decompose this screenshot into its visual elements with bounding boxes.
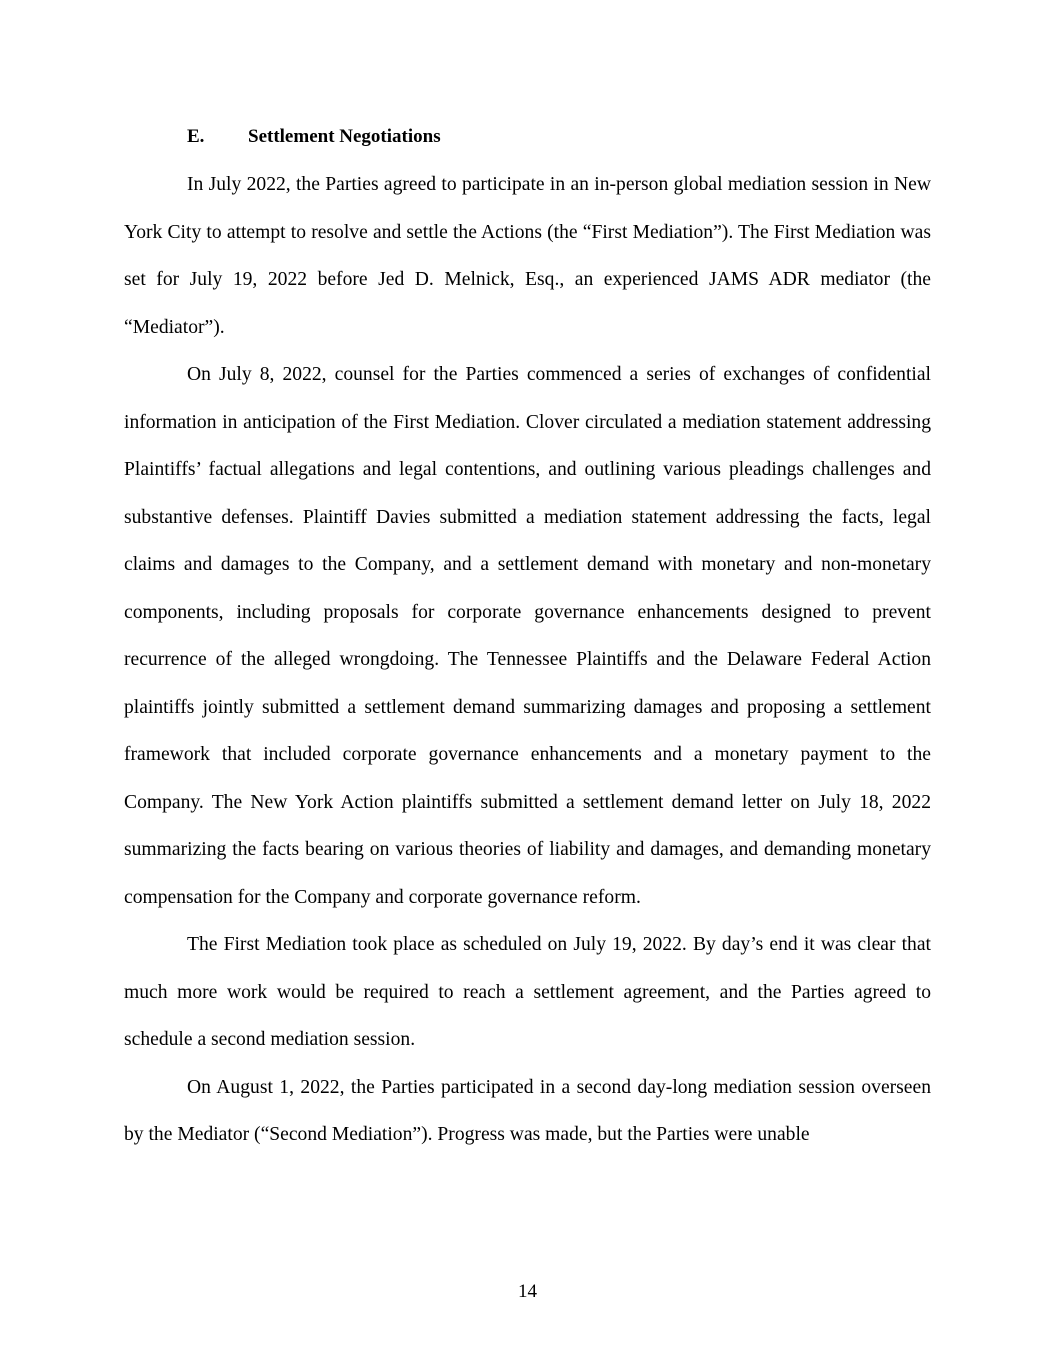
section-heading [187,124,441,150]
paragraph-first-mediation-outcome: The First Mediation took place as scheduled on July 19, 2022. By day’s end it was clear that much more work would be required to reach a settlement agreement, and the Parties agreed to schedule a second mediation session. [124,934,931,1050]
section-title: Settlement Negotiations [248,126,441,147]
paragraph-second-mediation: On August 1, 2022, the Parties participated in a second day-long mediation session overseen by the Mediator (“Second Mediation”). Progress was made, but the Parties were unable [124,1076,931,1145]
page-number: 14 [518,1281,537,1302]
section-number: E. [187,126,205,147]
paragraph-exchanges: On July 8, 2022, counsel for the Parties commenced a series of exchanges of confidential information in anticipation of the First Mediation. Clover circulated a mediation statement addressing Plaintiffs’ factual allegations and legal contentions, and outlining various pleadings challenges and substantive defenses. Plaintiff Davies submitted a mediation statement addressing the facts, legal claims and damages to the Company, and a settlement demand with monetary and non-monetary components, including proposals for corporate governance enhancements designed to prevent recurrence of the alleged wrongdoing. The Tennessee Plaintiffs and the Delaware Federal Action plaintiffs jointly submitted a settlement demand summarizing damages and proposing a settlement framework that included corporate governance enhancements and a monetary payment to the Company. The New York Action plaintiffs submitted a settlement demand letter on July 18, 2022 summarizing the facts bearing on various theories of liability and damages, and demanding monetary compensation for the Company and corporate governance reform. [124,364,931,908]
paragraph-first-mediation: In July 2022, the Parties agreed to participate in an in-person global mediation session in New York City to attempt to resolve and settle the Actions (the “First Mediation”). The First Mediation was set for July 19, 2022 before Jed D. Melnick, Esq., an experienced JAMS ADR mediator (the “Mediator”). [124,174,931,338]
body-text [124,161,931,1159]
